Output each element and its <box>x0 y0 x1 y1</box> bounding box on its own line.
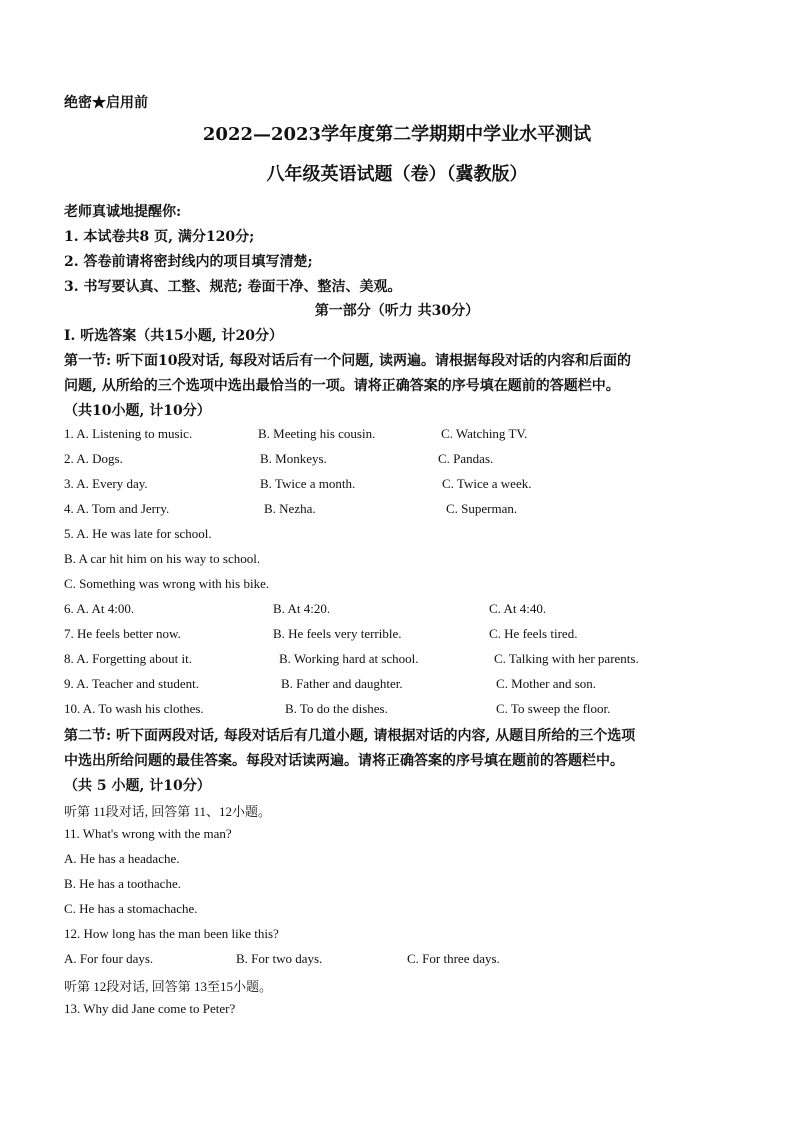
q6-option-b: B. At 4:20. <box>273 601 331 616</box>
q9-option-a: 9. A. Teacher and student. <box>64 676 199 691</box>
q7-option-b: B. He feels very terrible. <box>273 626 402 641</box>
q5-option-b: B. A car hit him on his way to school. <box>64 551 261 566</box>
q6-option-a: 6. A. At 4:00. <box>64 601 135 616</box>
notice-item: 1. 本试卷共8 页, 满分120分; <box>64 229 255 245</box>
q10-option-b: B. To do the dishes. <box>285 701 388 716</box>
dialog-11-intro: 听第 11段对话, 回答第 11、12小题。 <box>64 804 272 819</box>
notice-heading: 老师真诚地提醒你: <box>64 204 182 220</box>
notice-item: 2. 答卷前请将密封线内的项目填写清楚; <box>64 254 313 270</box>
q13-stem: 13. Why did Jane come to Peter? <box>64 1001 236 1016</box>
q4-option-c: C. Superman. <box>446 501 518 516</box>
notice-item: 3. 书写要认真、工整、规范; 卷面干净、整洁、美观。 <box>64 279 402 295</box>
section1-instructions: 问题, 从所给的三个选项中选出最恰当的一项。请将正确答案的序号填在题前的答题栏中。 <box>64 378 620 394</box>
q7-option-c: C. He feels tired. <box>489 626 578 641</box>
q9-option-c: C. Mother and son. <box>496 676 597 691</box>
q7-option-a: 7. He feels better now. <box>64 626 181 641</box>
q2-option-c: C. Pandas. <box>438 451 494 466</box>
q5-option-a: 5. A. He was late for school. <box>64 526 212 541</box>
q1-option-c: C. Watching TV. <box>441 426 528 441</box>
q8-option-a: 8. A. Forgetting about it. <box>64 651 192 666</box>
q1-option-a: 1. A. Listening to music. <box>64 426 193 441</box>
q11-option-b: B. He has a toothache. <box>64 876 181 891</box>
confidential-label: 绝密★启用前 <box>64 95 148 111</box>
exam-subtitle: 八年级英语试题（卷）（冀教版） <box>266 164 528 185</box>
q4-option-b: B. Nezha. <box>264 501 316 516</box>
q10-option-c: C. To sweep the floor. <box>496 701 611 716</box>
q11-option-a: A. He has a headache. <box>64 851 180 866</box>
q8-option-c: C. Talking with her parents. <box>494 651 639 666</box>
q12-option-b: B. For two days. <box>236 951 323 966</box>
section1-points: （共10小题, 计10分） <box>64 403 211 419</box>
exam-title: 2022—2023学年度第二学期期中学业水平测试 <box>202 124 592 145</box>
q6-option-c: C. At 4:40. <box>489 601 547 616</box>
dialog-12-intro: 听第 12段对话, 回答第 13至15小题。 <box>64 979 273 994</box>
q4-option-a: 4. A. Tom and Jerry. <box>64 501 170 516</box>
q12-option-a: A. For four days. <box>64 951 154 966</box>
q3-option-c: C. Twice a week. <box>442 476 532 491</box>
section2-instructions: 第二节: 听下面两段对话, 每段对话后有几道小题, 请根据对话的内容, 从题目所给的三个选项 <box>64 728 636 744</box>
section2-instructions: 中选出所给问题的最佳答案。每段对话读两遍。请将正确答案的序号填在题前的答题栏中。 <box>64 753 624 769</box>
q2-option-a: 2. A. Dogs. <box>64 451 123 466</box>
q2-option-b: B. Monkeys. <box>260 451 327 466</box>
q12-option-c: C. For three days. <box>407 951 500 966</box>
q10-option-a: 10. A. To wash his clothes. <box>64 701 204 716</box>
q11-stem: 11. What's wrong with the man? <box>64 826 232 841</box>
q12-stem: 12. How long has the man been like this? <box>64 926 279 941</box>
q1-option-b: B. Meeting his cousin. <box>258 426 376 441</box>
q3-option-b: B. Twice a month. <box>260 476 356 491</box>
q9-option-b: B. Father and daughter. <box>281 676 403 691</box>
section1-instructions: 第一节: 听下面10段对话, 每段对话后有一个问题, 读两遍。请根据每段对话的内容和后面的 <box>64 353 632 369</box>
q8-option-b: B. Working hard at school. <box>279 651 419 666</box>
section-title: I. 听选答案（共15小题, 计20分） <box>64 328 284 344</box>
q11-option-c: C. He has a stomachache. <box>64 901 198 916</box>
part1-title: 第一部分（听力 共30分） <box>314 303 480 319</box>
q3-option-a: 3. A. Every day. <box>64 476 148 491</box>
q5-option-c: C. Something was wrong with his bike. <box>64 576 270 591</box>
section2-points: （共 5 小题, 计10分） <box>64 778 211 794</box>
